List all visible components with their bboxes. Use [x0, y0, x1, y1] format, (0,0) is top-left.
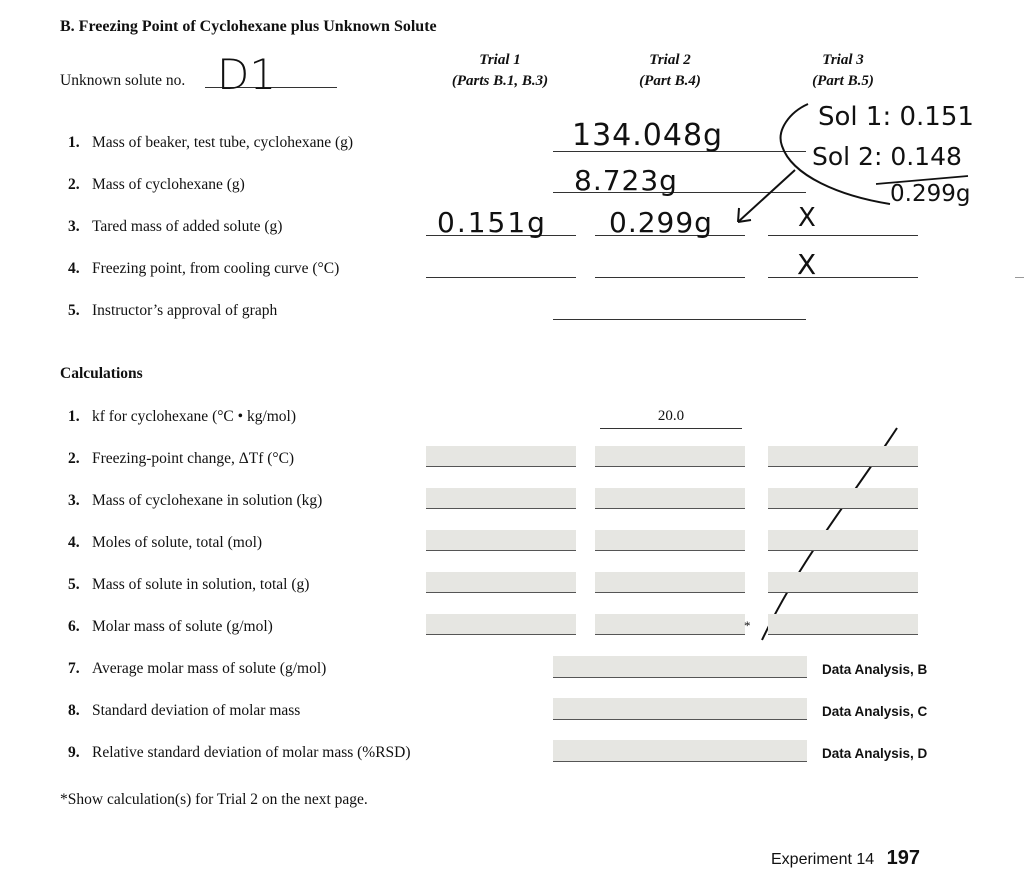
page-footer	[771, 847, 920, 870]
hw-row1-value: 134.048g	[572, 118, 724, 153]
hw-note-total: 0.299g	[890, 181, 971, 207]
calc-row-5: 5. Mass of solute in solution, total (g)	[68, 576, 310, 593]
column-header-trial-3: Trial 3 (Part B.5)	[812, 52, 874, 89]
calc-row-2: 2. Freezing-point change, ΔTf (°C)	[68, 450, 295, 467]
hw-row4-trial3: X	[797, 248, 817, 281]
column-header-trial-2: Trial 2 (Part B.4)	[639, 52, 701, 89]
margin-tick	[1015, 277, 1024, 278]
column-header-trial-1: Trial 1 (Parts B.1, B.3)	[451, 52, 549, 89]
calc5-trial2-box[interactable]	[595, 572, 745, 593]
hw-row3-trial2: 0.299g	[609, 206, 713, 239]
calc2-trial3-box[interactable]	[768, 446, 918, 467]
calc-row-3: 3. Mass of cyclohexane in solution (kg)	[68, 492, 323, 509]
calc2-trial2-box[interactable]	[595, 446, 745, 467]
data-row-5: 5. Instructor’s approval of graph	[68, 302, 278, 319]
calc4-trial1-box[interactable]	[426, 530, 576, 551]
hw-row3-trial3: X	[798, 203, 816, 233]
hw-note-sol2: Sol 2: 0.148	[812, 142, 962, 171]
calc4-trial2-box[interactable]	[595, 530, 745, 551]
calc6-trial3-box[interactable]	[768, 614, 918, 635]
calc5-trial3-box[interactable]	[768, 572, 918, 593]
calc3-trial1-box[interactable]	[426, 488, 576, 509]
calc-row-6: 6. Molar mass of solute (g/mol)	[68, 618, 273, 635]
calc-row-7: 7. Average molar mass of solute (g/mol)	[68, 660, 327, 677]
footer-page-number: 197	[886, 847, 920, 869]
calc2-trial1-box[interactable]	[426, 446, 576, 467]
data-analysis-d-label: Data Analysis, D	[822, 746, 928, 761]
data-row-2: 2. Mass of cyclohexane (g)	[68, 176, 245, 193]
calculations-heading: Calculations	[60, 365, 143, 382]
calc3-trial3-box[interactable]	[768, 488, 918, 509]
calc4-trial3-box[interactable]	[768, 530, 918, 551]
data-row-1: 1. Mass of beaker, test tube, cyclohexane (g)	[68, 134, 354, 151]
calc-row-4: 4. Moles of solute, total (mol)	[68, 534, 263, 551]
unknown-solute-label: Unknown solute no.	[60, 72, 186, 89]
avg-molar-mass-box[interactable]	[553, 656, 807, 678]
footer-experiment: Experiment 14	[771, 851, 875, 868]
calc-row-9: 9. Relative standard deviation of molar mass (%RSD)	[68, 744, 411, 761]
data-analysis-b-label: Data Analysis, B	[822, 662, 928, 677]
calc3-trial2-box[interactable]	[595, 488, 745, 509]
calc-row-1: 1. kf for cyclohexane (°C • kg/mol)	[68, 408, 297, 425]
data-row-4: 4. Freezing point, from cooling curve (°C)	[68, 260, 340, 277]
hw-note-sol1: Sol 1: 0.151	[818, 102, 974, 132]
calc6-trial1-box[interactable]	[426, 614, 576, 635]
calc5-trial1-box[interactable]	[426, 572, 576, 593]
kf-value: 20.0	[657, 408, 685, 424]
hw-row2-value: 8.723g	[574, 164, 678, 197]
kf-line	[600, 428, 742, 429]
hw-row3-trial1: 0.151g	[437, 206, 547, 239]
std-dev-box[interactable]	[553, 698, 807, 720]
footnote: *Show calculation(s) for Trial 2 on the next page.	[60, 791, 368, 808]
data-analysis-c-label: Data Analysis, C	[822, 704, 928, 719]
data-row-3: 3. Tared mass of added solute (g)	[68, 218, 283, 235]
unknown-solute-value: D1	[217, 50, 277, 99]
calc-row-8: 8. Standard deviation of molar mass	[68, 702, 301, 719]
calc6-trial2-box[interactable]	[595, 614, 745, 635]
rsd-box[interactable]	[553, 740, 807, 762]
section-title: B. Freezing Point of Cyclohexane plus Unknown Solute	[60, 18, 437, 35]
trial2-asterisk: *	[744, 618, 751, 633]
